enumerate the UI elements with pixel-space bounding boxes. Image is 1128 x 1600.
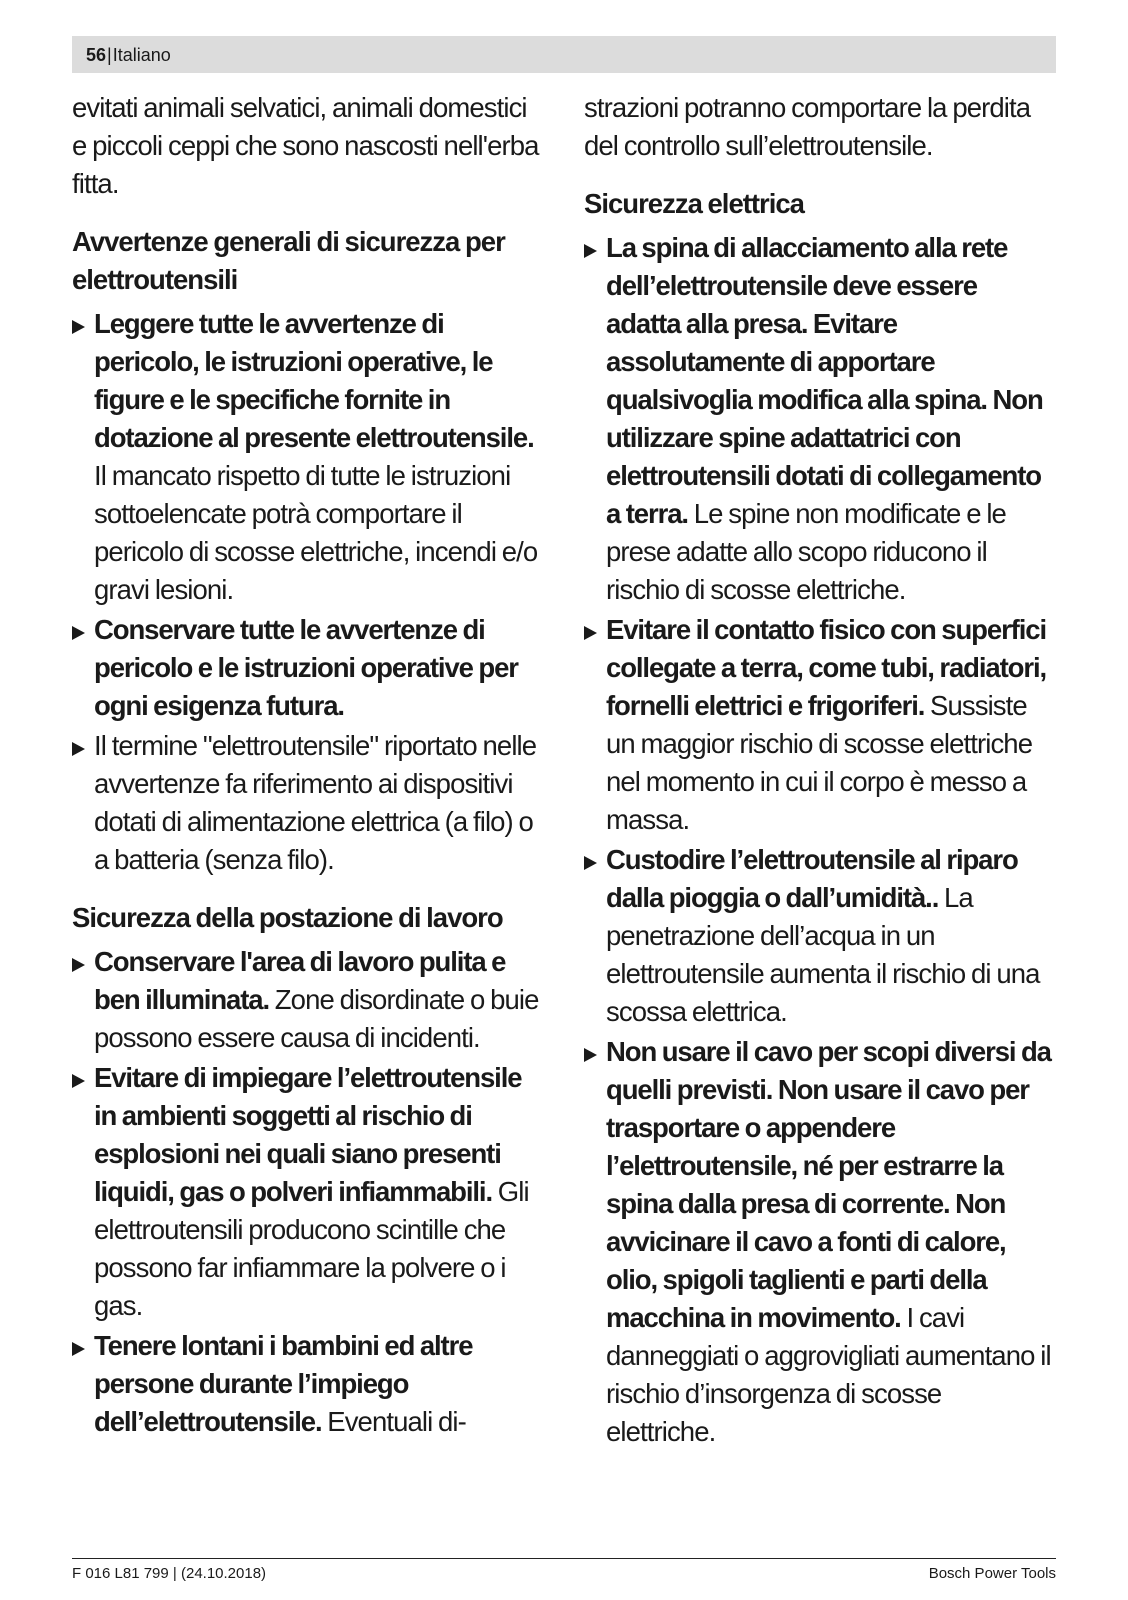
list-item <box>584 229 1054 609</box>
list-item <box>72 727 546 879</box>
section-heading-workplace-safety: Sicurezza della postazione di lavoro <box>72 902 503 933</box>
list-item <box>584 1033 1054 1451</box>
item-text: Il mancato rispetto di tutte le istruzioni sottoelencate potrà comportare il pericolo di scosse elettriche, incendi e/o gravi lesioni. <box>94 460 538 605</box>
list-item <box>584 611 1054 839</box>
item-bold-text: Conservare tutte le avvertenze di pericolo e le istruzioni operative per ogni esigenza futura. <box>94 614 518 721</box>
item-bold-text: La spina di allacciamento alla rete dell’elettroutensile deve essere adatta alla presa. Evitare assolutamente di apportare qualsivoglia modifica alla spina. Non utilizzare spine adattatrici con elettroutensili dotati di collegamento a terra. <box>606 232 1043 529</box>
footer-divider <box>72 1558 1056 1559</box>
item-text: Il termine "elettroutensile" riportato nelle avvertenze fa riferimento ai dispositivi dotati di alimentazione elettrica (a filo) o a batteria (senza filo). <box>94 730 537 875</box>
header-language: Italiano <box>112 45 171 65</box>
left-column <box>72 89 546 1443</box>
item-bold-text: Tenere lontani i bambini ed altre persone durante l’impiego dell’elettroutensile. <box>94 1330 473 1437</box>
list-item <box>72 1059 546 1325</box>
footer-brand: Bosch Power Tools <box>928 1565 1056 1582</box>
intro-paragraph: evitati animali selvatici, animali domestici e piccoli ceppi che sono nascosti nell'erba fitta. <box>72 92 539 199</box>
list-item <box>72 943 546 1057</box>
continuation-paragraph: strazioni potranno comportare la perdita del controllo sull’elettroutensile. <box>584 92 1031 161</box>
list-item <box>72 1327 546 1441</box>
list-item <box>584 841 1054 1031</box>
item-text: Eventuali di- <box>327 1406 466 1437</box>
item-text: Le spine non modificate e le prese adatte allo scopo riducono il rischio di scosse elettriche. <box>606 498 1006 605</box>
footer-document-code: F 016 L81 799 | (24.10.2018) <box>72 1565 267 1582</box>
page-header <box>72 36 1056 73</box>
list-item <box>72 611 546 725</box>
page-number: 56 <box>86 45 107 65</box>
item-text: Zone disordinate o buie possono essere causa di incidenti. <box>94 984 539 1053</box>
section-heading-general-safety: Avvertenze generali di sicurezza per elettroutensili <box>72 226 505 295</box>
item-text: Gli elettroutensili producono scintille che possono far infiammare la polvere o i gas. <box>94 1176 529 1321</box>
header-text <box>86 45 171 65</box>
item-bold-text: Evitare il contatto fisico con superfici collegate a terra, come tubi, radiatori, fornelli elettrici e frigoriferi. <box>606 614 1047 721</box>
header-separator: | <box>107 45 112 65</box>
item-text: I cavi danneggiati o aggrovigliati aumentano il rischio d’insorgenza di scosse elettriche. <box>606 1302 1051 1447</box>
right-column <box>584 89 1054 1453</box>
section-heading-electrical-safety: Sicurezza elettrica <box>584 188 804 219</box>
item-bold-text: Evitare di impiegare l’elettroutensile in ambienti soggetti al rischio di esplosioni nei quali siano presenti liquidi, gas o polveri infiammabili. <box>94 1062 522 1207</box>
item-bold-text: Non usare il cavo per scopi diversi da quelli previsti. Non usare il cavo per trasportare o appendere l’elettroutensile, né per estrarre la spina dalla presa di corrente. Non avvicinare il cavo a fonti di calore, olio, spigoli taglienti e parti della macchina in movimento. <box>606 1036 1051 1333</box>
item-bold-text: Conservare l'area di lavoro pulita e ben illuminata. <box>94 946 506 1015</box>
item-bold-text: Leggere tutte le avvertenze di pericolo, le istruzioni operative, le figure e le specifiche fornite in dotazione al presente elettroutensile. <box>94 308 534 453</box>
list-item <box>72 305 546 609</box>
item-text: Sussiste un maggior rischio di scosse elettriche nel momento in cui il corpo è messo a massa. <box>606 690 1033 835</box>
item-bold-text: Custodire l’elettroutensile al riparo dalla pioggia o dall’umidità.. <box>606 844 1018 913</box>
item-text: La penetrazione dell’acqua in un elettroutensile aumenta il rischio di una scossa elettrica. <box>606 882 1040 1027</box>
